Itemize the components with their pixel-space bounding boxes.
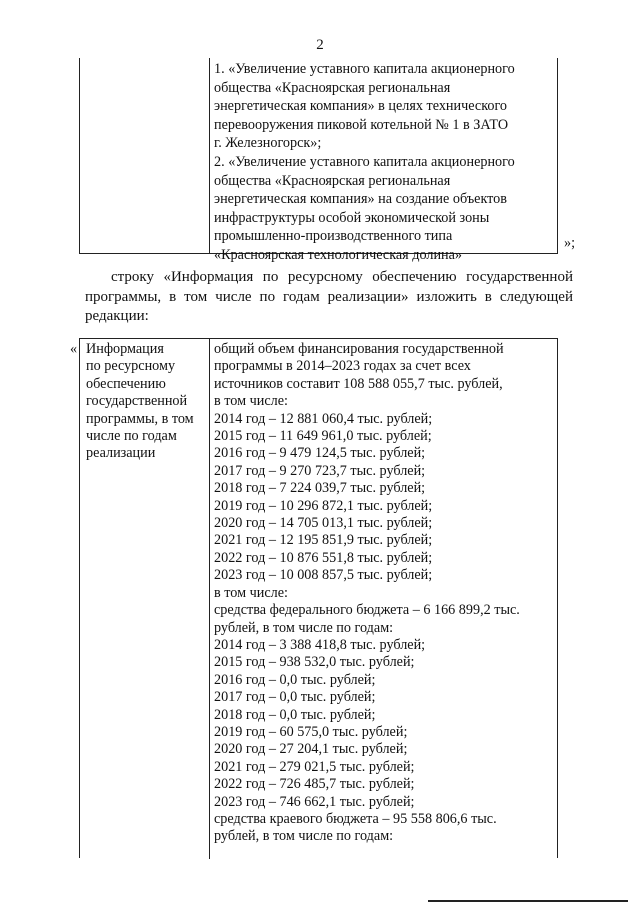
row-header-line: по ресурсному (86, 358, 176, 375)
financing-line: 2018 год – 7 224 039,7 тыс. рублей; (214, 480, 426, 497)
financing-line: программы в 2014–2023 годах за счет всех (214, 358, 471, 375)
financing-line: 2016 год – 9 479 124,5 тыс. рублей; (214, 445, 426, 462)
financing-line: 2021 год – 12 195 851,9 тыс. рублей; (214, 532, 433, 549)
row-header-line: Информация (86, 341, 164, 357)
financing-line: источников составит 108 588 055,7 тыс. рублей, (214, 375, 503, 392)
financing-line: 2018 год – 0,0 тыс. рублей; (214, 706, 376, 723)
financing-line: 2015 год – 11 649 961,0 тыс. рублей; (214, 428, 432, 445)
row-header-line: реализации (86, 445, 156, 462)
text-line: общества «Красноярская региональная (214, 79, 451, 96)
financing-line: 2023 год – 10 008 857,5 тыс. рублей; (214, 567, 433, 584)
footer-rule (428, 900, 628, 902)
text-line: промышленно-производственного типа (214, 228, 453, 245)
opening-quote-mark: « (70, 341, 78, 357)
financing-line: в том числе: (214, 393, 288, 410)
financing-line: общий объем финансирования государственной (214, 341, 504, 357)
text-line: «Красноярская технологическая долина» (214, 246, 463, 263)
financing-line: 2017 год – 9 270 723,7 тыс. рублей; (214, 462, 426, 479)
text-line: 2. «Увеличение уставного капитала акционерного (214, 153, 515, 170)
text-line: энергетическая компания» в целях технического (214, 98, 508, 115)
financing-line: 2023 год – 746 662,1 тыс. рублей; (214, 793, 415, 810)
financing-line: 2016 год – 0,0 тыс. рублей; (214, 671, 376, 688)
financing-line: средства краевого бюджета – 95 558 806,6 тыс. (214, 810, 497, 827)
financing-line: 2022 год – 726 485,7 тыс. рублей; (214, 776, 415, 793)
closing-quote-mark: »; (564, 235, 576, 251)
financing-line: средства федерального бюджета – 6 166 899,2 тыс. (214, 602, 520, 619)
financing-details-cell (214, 341, 554, 846)
row-header-line: числе по годам (86, 428, 177, 445)
financing-line: в том числе: (214, 584, 288, 601)
page-number: 2 (316, 37, 324, 53)
financing-line: рублей, в том числе по годам: (214, 828, 394, 845)
column-divider (209, 58, 210, 254)
continued-table (79, 58, 558, 263)
financing-line: 2021 год – 279 021,5 тыс. рублей; (214, 758, 415, 775)
financing-line: 2020 год – 27 204,1 тыс. рублей; (214, 741, 408, 758)
financing-line: 2014 год – 3 388 418,8 тыс. рублей; (214, 636, 426, 653)
financing-line: рублей, в том числе по годам: (214, 619, 394, 636)
row-header-line: программы, в том (86, 410, 194, 427)
financing-line: 2014 год – 12 881 060,4 тыс. рублей; (214, 410, 433, 427)
text-line: 1. «Увеличение уставного капитала акционерного (214, 61, 515, 77)
row-header-line: государственной (86, 393, 188, 410)
financing-line: 2019 год – 60 575,0 тыс. рублей; (214, 723, 408, 740)
financing-line: 2019 год – 10 296 872,1 тыс. рублей; (214, 497, 433, 514)
financing-line: 2017 год – 0,0 тыс. рублей; (214, 689, 376, 706)
text-line: энергетическая компания» на создание объектов (214, 191, 507, 208)
financing-line: 2022 год – 10 876 551,8 тыс. рублей; (214, 549, 433, 566)
text-line: перевооружения пиковой котельной № 1 в ЗАТО (214, 116, 509, 133)
resource-table (79, 338, 558, 858)
column-divider (209, 339, 210, 859)
text-line: г. Железногорск»; (214, 135, 322, 152)
table-cell-text (214, 60, 554, 265)
text-line: общества «Красноярская региональная (214, 172, 451, 189)
row-header-line: обеспечению (86, 375, 166, 392)
financing-line: 2015 год – 938 532,0 тыс. рублей; (214, 654, 415, 671)
financing-line: 2020 год – 14 705 013,1 тыс. рублей; (214, 515, 433, 532)
row-header-cell (86, 341, 206, 463)
text-line: инфраструктуры особой экономической зоны (214, 209, 490, 226)
body-paragraph (85, 268, 573, 327)
paragraph-text: строку «Информация по ресурсному обеспечению государственной программы, в том числе по годам реализации» изложить в следующей редакции: (85, 269, 573, 324)
